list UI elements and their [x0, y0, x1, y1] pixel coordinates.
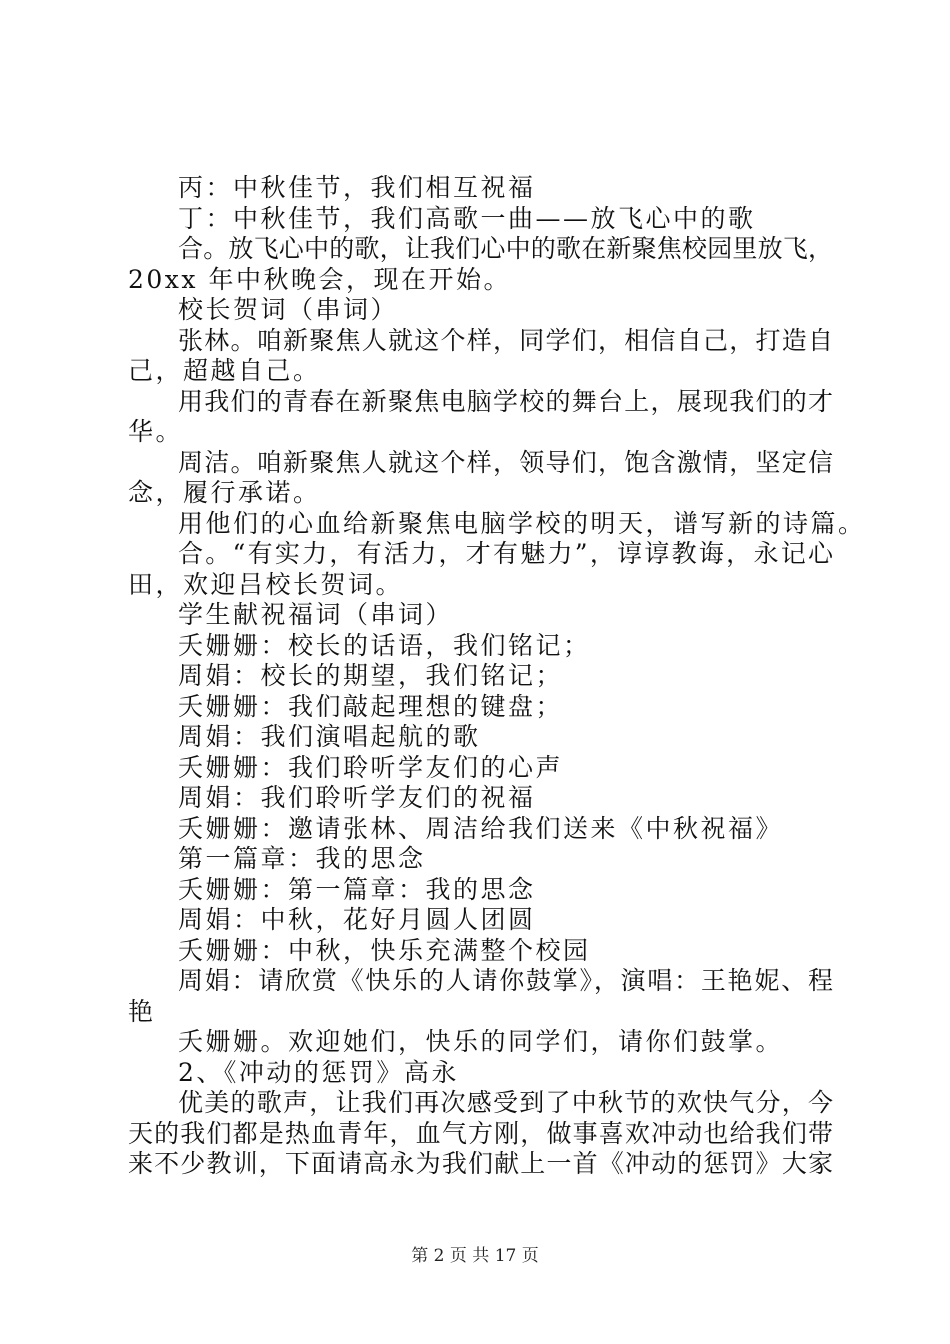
text-line: 学生献祝福词（串词）	[178, 600, 454, 629]
text-line: 周娟：校长的期望，我们铭记；	[178, 661, 564, 690]
text-line: 田，欢迎吕校长贺词。	[128, 569, 404, 599]
document-body	[128, 173, 866, 1180]
page-number: 第 2 页 共 17 页	[411, 1246, 539, 1266]
text-line: 用他们的心血给新聚焦电脑学校的明天，谱写新的诗篇。	[178, 508, 866, 538]
text-line: 天的我们都是热血青年，血气方刚，做事喜欢冲动也给我们带	[128, 1118, 833, 1148]
text-line: 周娟：中秋，花好月圆人团圆	[178, 905, 536, 934]
text-line: 夭姗姗：中秋，快乐充满整个校园	[178, 935, 591, 965]
text-line: 第一篇章：我的思念	[178, 844, 426, 873]
text-line: 夭姗姗：我们敲起理想的键盘；	[178, 691, 564, 721]
text-line: 夭姗姗。欢迎她们，快乐的同学们，请你们鼓掌。	[178, 1027, 784, 1056]
text-line: 周娟：我们演唱起航的歌	[178, 722, 481, 751]
text-line: 优美的歌声，让我们再次感受到了中秋节的欢快气分，今	[178, 1088, 833, 1117]
text-line: 周娟：我们聆听学友们的祝福	[178, 783, 536, 812]
text-line: 周娟：请欣赏《快乐的人请你鼓掌》，演唱：王艳妮、程	[178, 966, 833, 995]
text-line: 夭姗姗：我们聆听学友们的心声	[178, 752, 564, 782]
text-line: 张林。咱新聚焦人就这个样，同学们，相信自己，打造自	[178, 325, 833, 355]
text-line: 周洁。咱新聚焦人就这个样，领导们，饱含激情，坚定信	[178, 447, 833, 477]
text-line: 己，超越自己。	[128, 356, 321, 385]
text-line: 用我们的青春在新聚焦电脑学校的舞台上，展现我们的才	[178, 386, 833, 416]
page-footer	[0, 1241, 950, 1266]
text-line: 合。放飞心中的歌，让我们心中的歌在新聚焦校园里放飞，	[178, 234, 833, 263]
text-line: 念，履行承诺。	[128, 478, 321, 507]
text-line: 2、《冲动的惩罚》高永	[178, 1057, 459, 1087]
text-line: 20xx 年中秋晚会，现在开始。	[128, 264, 511, 294]
text-line: 校长贺词（串词）	[178, 295, 399, 324]
text-line: 丁：中秋佳节，我们高歌一曲——放飞心中的歌	[178, 203, 756, 233]
text-line: 华。	[128, 417, 184, 446]
text-line: 艳	[128, 996, 156, 1026]
text-line: 来不少教训，下面请高永为我们献上一首《冲动的惩罚》大家	[128, 1149, 833, 1178]
text-line: 丙：中秋佳节，我们相互祝福	[178, 173, 536, 202]
text-line: 夭姗姗：邀请张林、周洁给我们送来《中秋祝福》	[178, 813, 784, 843]
text-line: 夭姗姗：第一篇章：我的思念	[178, 874, 536, 904]
text-line: 夭姗姗：校长的话语，我们铭记；	[178, 630, 591, 660]
text-line: 合。“有实力，有活力，才有魅力”，谆谆教诲，永记心	[178, 539, 833, 568]
